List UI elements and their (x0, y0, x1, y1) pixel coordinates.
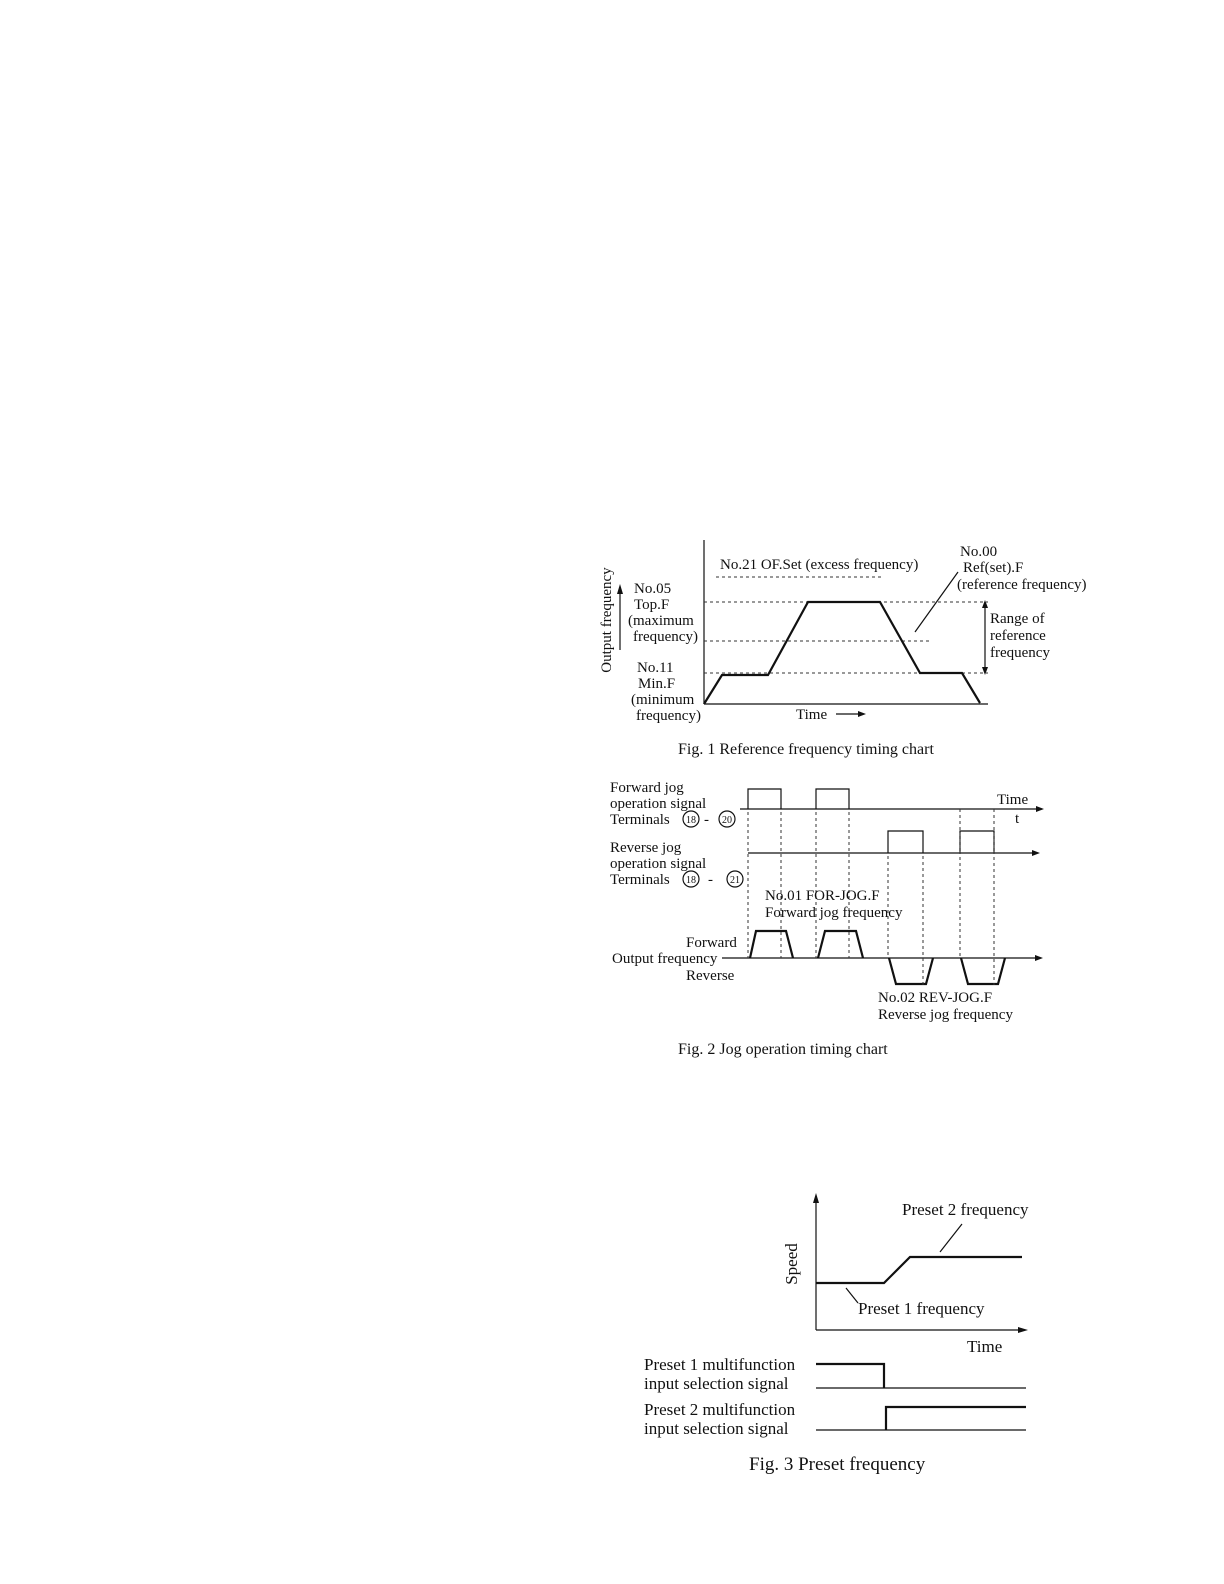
fig3-preset-frequency-chart (644, 1193, 1029, 1475)
fig2-fwd-sig-1: Forward jog (610, 780, 684, 796)
fig1-time-arrowhead (858, 711, 866, 717)
fig1-caption: Fig. 1 Reference frequency timing chart (678, 741, 934, 758)
fig2-output-arrowhead (1035, 955, 1043, 961)
fig1-ref-name: Ref(set).F (963, 560, 1024, 576)
fig2-rev-jog-desc: Reverse jog frequency (878, 1007, 1013, 1023)
fig2-time-arrowhead (1036, 806, 1044, 812)
fig2-out-forward: Forward (686, 935, 737, 951)
fig3-p1-sig-2: input selection signal (644, 1374, 789, 1393)
fig2-fwd-pulse-1 (748, 789, 781, 809)
fig2-rev-sig-3: Terminals (610, 872, 670, 888)
fig1-ref-no: No.00 (960, 544, 998, 560)
fig2-fwd-output-2 (818, 931, 863, 958)
fig2-rev-jog-no: No.02 REV-JOG.F (878, 990, 993, 1006)
fig3-y-arrowhead (813, 1193, 819, 1203)
fig3-time-label: Time (967, 1337, 1003, 1356)
fig3-p1-signal-high (816, 1364, 884, 1388)
fig3-p1-sig-1: Preset 1 multifunction (644, 1355, 796, 1374)
fig1-y-arrowhead (617, 584, 623, 594)
fig2-rev-term-a: 18 (686, 875, 696, 886)
fig2-rev-output-1 (889, 958, 933, 984)
fig3-preset1-pointer (846, 1288, 858, 1303)
fig2-fwd-sig-2: operation signal (610, 796, 707, 812)
fig2-rev-pulse-1 (888, 831, 923, 853)
fig2-fwd-term-a: 18 (686, 815, 696, 826)
fig1-min-name: Min.F (638, 676, 676, 692)
fig1-excess-label: No.21 OF.Set (excess frequency) (720, 557, 919, 573)
fig2-time-label: Time (997, 792, 1029, 808)
fig3-p2-sig-2: input selection signal (644, 1419, 789, 1438)
fig3-p2-signal-high (886, 1407, 1026, 1430)
fig2-out-reverse: Reverse (686, 968, 735, 984)
fig2-rev-arrowhead (1032, 850, 1040, 856)
fig2-dash: - (704, 812, 709, 828)
fig2-fwd-pulse-2 (816, 789, 849, 809)
fig1-y-label: Output frequency (599, 567, 615, 673)
fig1-top-name: Top.F (634, 597, 670, 613)
fig3-preset2-pointer (940, 1224, 962, 1252)
fig2-for-jog-no: No.01 FOR-JOG.F (765, 888, 880, 904)
fig3-p2-sig-1: Preset 2 multifunction (644, 1400, 796, 1419)
fig2-out-label: Output frequency (612, 951, 718, 967)
fig2-dash: - (708, 872, 713, 888)
fig2-fwd-term-b: 20 (722, 815, 732, 826)
fig1-range-arrowhead-bottom (982, 667, 988, 675)
fig1-reference-frequency-chart (599, 540, 1086, 758)
fig1-range-arrowhead-top (982, 600, 988, 608)
fig2-rev-sig-2: operation signal (610, 856, 707, 872)
fig1-output-curve (704, 602, 980, 704)
fig3-speed-curve (816, 1257, 1022, 1283)
fig2-rev-pulse-2 (960, 831, 994, 853)
fig3-y-label: Speed (782, 1243, 801, 1285)
fig1-min-desc2: frequency) (636, 708, 701, 724)
fig1-min-no: No.11 (637, 660, 674, 676)
fig2-jog-timing-chart (610, 780, 1044, 1058)
fig1-ref-desc: (reference frequency) (957, 577, 1087, 593)
fig1-range-2: reference (990, 628, 1046, 644)
fig2-rev-output-2 (961, 958, 1005, 984)
fig2-caption: Fig. 2 Jog operation timing chart (678, 1041, 888, 1058)
fig1-top-no: No.05 (634, 581, 672, 597)
fig2-rev-term-b: 21 (730, 875, 740, 886)
fig3-x-arrowhead (1018, 1327, 1028, 1333)
fig2-rev-sig-1: Reverse jog (610, 840, 682, 856)
fig1-top-desc1: (maximum (628, 613, 694, 629)
fig1-min-desc1: (minimum (631, 692, 695, 708)
fig2-for-jog-desc: Forward jog frequency (765, 905, 903, 921)
fig1-range-3: frequency (990, 645, 1050, 661)
fig3-preset1-label: Preset 1 frequency (858, 1299, 985, 1318)
fig3-preset2-label: Preset 2 frequency (902, 1200, 1029, 1219)
fig2-fwd-output-1 (750, 931, 793, 958)
fig1-time-label: Time (796, 707, 828, 723)
fig1-range-1: Range of (990, 611, 1045, 627)
fig2-fwd-sig-3: Terminals (610, 812, 670, 828)
fig2-t-label: t (1015, 811, 1020, 827)
fig3-caption: Fig. 3 Preset frequency (749, 1454, 926, 1475)
fig1-top-desc2: frequency) (633, 629, 698, 645)
